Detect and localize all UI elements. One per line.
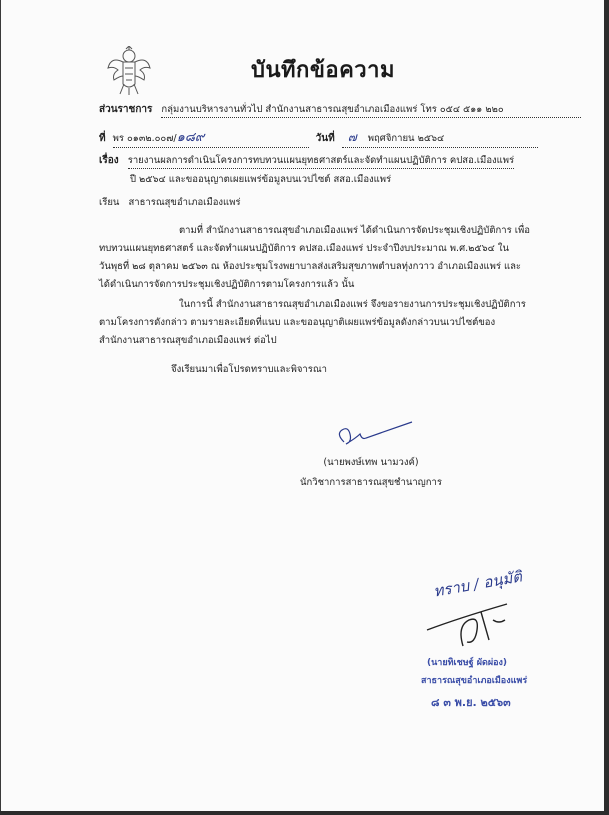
garuda-emblem-icon <box>106 46 152 96</box>
date-day-handwritten: ๗ <box>347 130 357 144</box>
paragraph-1-line: ตามที่ สำนักงานสาธารณสุขอำเภอเมืองแพร่ ได้ดำเนินการจัดประชุมเชิงปฏิบัติการ เพื่อ <box>179 225 530 236</box>
agency-row <box>99 102 581 118</box>
ref-label: ที่ <box>99 133 106 144</box>
scan-edge-bottom <box>0 811 609 815</box>
signer-position: นักวิชาการสาธารณสุขชำนาญการ <box>300 477 442 488</box>
paragraph-1-line: วันพุธที่ ๒๘ ตุลาคม ๒๕๖๓ ณ ห้องประชุมโรงพยาบาลส่งเสริมสุขภาพตำบลทุ่งกวาว อำเภอเมืองแพร่ และ <box>99 261 522 272</box>
paragraph-2 <box>99 296 539 350</box>
signer-name: (นายพงษ์เทพ นามวงค์) <box>323 457 419 468</box>
ref-value: พร ๐๑๓๒.๐๐๗/ <box>112 133 177 144</box>
approval-handwritten: ทราบ / อนุมัติ <box>432 567 524 601</box>
agency-value: กลุ่มงานบริหารงานทั่วไป สำนักงานสาธารณสุขอำเภอเมืองแพร่ โทร ๐๕๔ ๕๑๑ ๒๒๐ <box>161 102 581 118</box>
paragraph-1 <box>99 222 539 294</box>
document-page <box>1 0 604 812</box>
paragraph-2-line: ตามโครงการดังกล่าว ตามรายละเอียดที่แนบ และขออนุญาติเผยแพร่ข้อมูลดังกล่าวบนเวปไซต์ของ <box>99 317 496 328</box>
salutation-row <box>99 195 241 210</box>
ref-row <box>99 126 538 148</box>
closing-line: จึงเรียนมาเพื่อโปรดทราบและพิจารณา <box>171 364 328 375</box>
approver-signature-icon <box>419 590 519 652</box>
approver-name: (นายทิเชษฐ์ ผัดผ่อง) <box>427 658 508 668</box>
subject-row <box>99 153 514 169</box>
paragraph-2-line: ในการนี้ สำนักงานสาธารณสุขอำเภอเมืองแพร่ จึงขอรายงานการประชุมเชิงปฏิบัติการ <box>179 299 526 310</box>
subject-line-1: รายงานผลการดำเนินโครงการทบทวนแผนยุทธศาสตร์และจัดทำแผนปฏิบัติการ คปสอ.เมืองแพร่ <box>128 153 514 169</box>
paragraph-1-line: ทบทวนแผนยุทธศาสตร์ และจัดทำแผนปฏิบัติการ คปสอ.เมืองแพร่ ประจำปีงบประมาณ พ.ศ.๒๕๖๔ ใน <box>99 243 509 254</box>
subject-label: เรื่อง <box>99 155 119 166</box>
salutation-value: สาธารณสุขอำเภอเมืองแพร่ <box>128 197 241 208</box>
agency-label: ส่วนราชการ <box>99 104 153 115</box>
approval-date: ๘ ๓ พ.ย. ๒๕๖๓ <box>431 696 511 709</box>
subject-line-2: ปี ๒๕๖๔ และขออนุญาตเผยแพร่ข้อมูลบนเวปไซต์ สสอ.เมืองแพร่ <box>130 174 392 185</box>
approver-position: สาธารณสุขอำเภอเมืองแพร่ <box>421 676 528 686</box>
paragraph-2-line: สำนักงานสาธารณสุขอำเภอเมืองแพร่ ต่อไป <box>99 335 277 346</box>
memo-title: บันทึกข้อความ <box>251 58 396 83</box>
salutation-label: เรียน <box>99 197 120 208</box>
ref-handwritten: ๑๘๙ <box>176 130 205 145</box>
paragraph-1-line: ได้ดำเนินการจัดการประชุมเชิงปฏิบัติการตามโครงการแล้ว นั้น <box>99 279 355 290</box>
signature-mark-icon <box>326 418 416 452</box>
scan-edge-right <box>604 0 609 815</box>
date-value: พฤศจิกายน ๒๕๖๔ <box>367 133 445 144</box>
date-label: วันที่ <box>315 133 335 144</box>
